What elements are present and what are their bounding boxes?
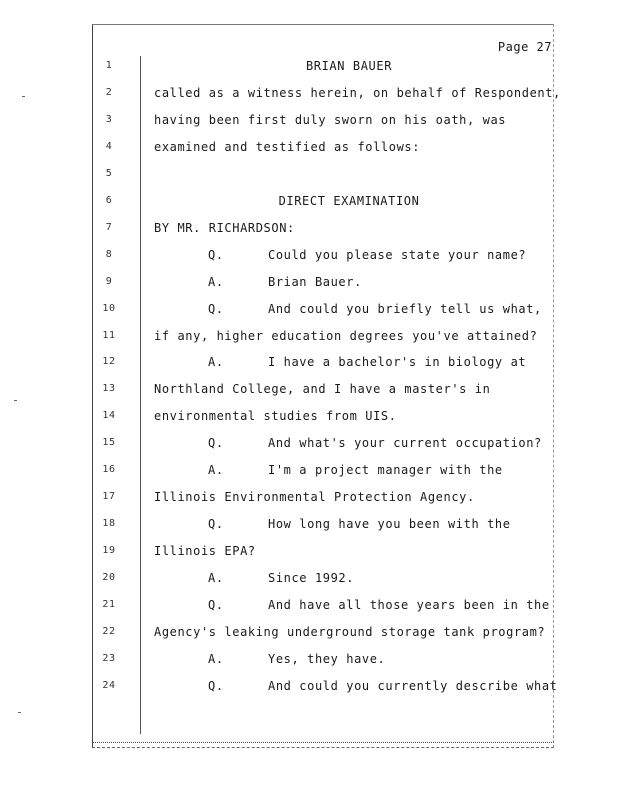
transcript-line [0,329,618,349]
line-text: examined and testified as follows: [154,139,421,154]
line-number: 12 [102,356,116,368]
speaker-tag: A. [208,571,224,585]
qa-line [208,275,362,289]
line-text: Agency's leaking underground storage tank program? [154,624,546,639]
section-heading: BRIAN BAUER [305,59,393,73]
qa-line [208,598,550,612]
scan-speck [14,400,17,401]
line-number: 15 [102,437,116,449]
line-number: 18 [102,518,116,530]
scan-speck [18,712,21,713]
line-number: 16 [102,464,116,476]
speaker-tag: Q. [208,301,224,316]
line-number: 17 [102,491,116,503]
line-number: 19 [102,545,116,557]
line-number: 4 [105,140,113,152]
line-number: 3 [105,113,113,125]
line-number: 23 [102,652,116,664]
transcript-line [0,86,618,106]
line-text: Yes, they have. [268,651,386,666]
transcript-line [0,409,618,429]
transcript-line [0,436,618,456]
scan-speck [22,96,25,97]
transcript-line [0,140,618,160]
line-number: 14 [102,410,116,422]
line-text: environmental studies from UIS. [154,409,397,424]
page-bottom-rule [92,742,554,743]
line-number: 1 [105,60,113,71]
line-number: 10 [102,302,116,314]
transcript-line [0,302,618,322]
line-text: And could you briefly tell us what, [268,301,542,316]
transcript-line [0,167,618,187]
qa-line [208,302,542,316]
qa-line [208,436,542,450]
transcript-line [0,652,618,672]
line-number: 11 [102,329,116,341]
transcript-line [0,679,618,699]
transcript-line [0,517,618,537]
line-number: 5 [105,167,113,179]
line-text: I'm a project manager with the [268,463,503,478]
line-number: 8 [105,248,113,260]
transcript-line [0,625,618,645]
line-text: Illinois Environmental Protection Agency. [154,490,475,505]
line-text: Since 1992. [268,571,355,585]
line-text: How long have you been with the [268,517,511,532]
line-text: And have all those years been in the [268,598,550,612]
speaker-tag: A. [208,274,224,289]
transcript-line [0,59,618,79]
transcript-line [0,490,618,510]
speaker-tag: Q. [208,517,224,532]
line-text: I have a bachelor's in biology at [268,355,527,370]
line-number: 7 [105,221,113,233]
transcript-line [0,248,618,268]
qa-line [208,652,385,666]
line-text: Northland College, and I have a master's in [154,382,491,397]
qa-line [208,463,503,477]
speaker-tag: Q. [208,598,224,612]
qa-line [208,248,526,262]
transcript-line [0,221,618,241]
transcript-line [0,275,618,295]
line-text: if any, higher education degrees you've attained? [154,328,538,343]
line-number: 13 [102,383,116,395]
section-heading: DIRECT EXAMINATION [278,193,420,208]
qa-line [208,679,558,693]
line-text: And could you currently describe what [268,678,558,693]
transcript-line [0,113,618,133]
page-number: Page 27 [497,40,552,54]
line-number: 9 [105,275,113,287]
transcript-line [0,355,618,375]
line-text: Could you please state your name? [268,247,527,262]
speaker-tag: A. [208,463,224,478]
transcript-line [0,463,618,483]
line-number: 21 [102,599,116,610]
line-number: 6 [105,194,113,206]
line-text: Brian Bauer. [268,274,362,289]
speaker-tag: A. [208,651,224,666]
transcript-line [0,382,618,402]
line-text: And what's your current occupation? [268,436,542,451]
line-text: BY MR. RICHARDSON: [154,220,295,235]
transcript-line [0,544,618,564]
line-text: called as a witness herein, on behalf of Respondent, [154,86,561,100]
speaker-tag: A. [208,355,224,370]
speaker-tag: Q. [208,678,224,693]
transcript-line [0,571,618,591]
qa-line [208,517,511,531]
line-number: 2 [105,87,113,98]
line-text: Illinois EPA? [154,544,256,559]
speaker-tag: Q. [208,247,224,262]
transcript-line [0,194,618,214]
qa-line [208,571,354,585]
transcript-line [0,598,618,618]
line-number: 22 [102,625,116,637]
speaker-tag: Q. [208,436,224,451]
qa-line [208,355,526,369]
line-number: 24 [102,679,116,691]
line-text: having been first duly sworn on his oath, was [154,112,507,127]
line-number: 20 [102,572,116,583]
